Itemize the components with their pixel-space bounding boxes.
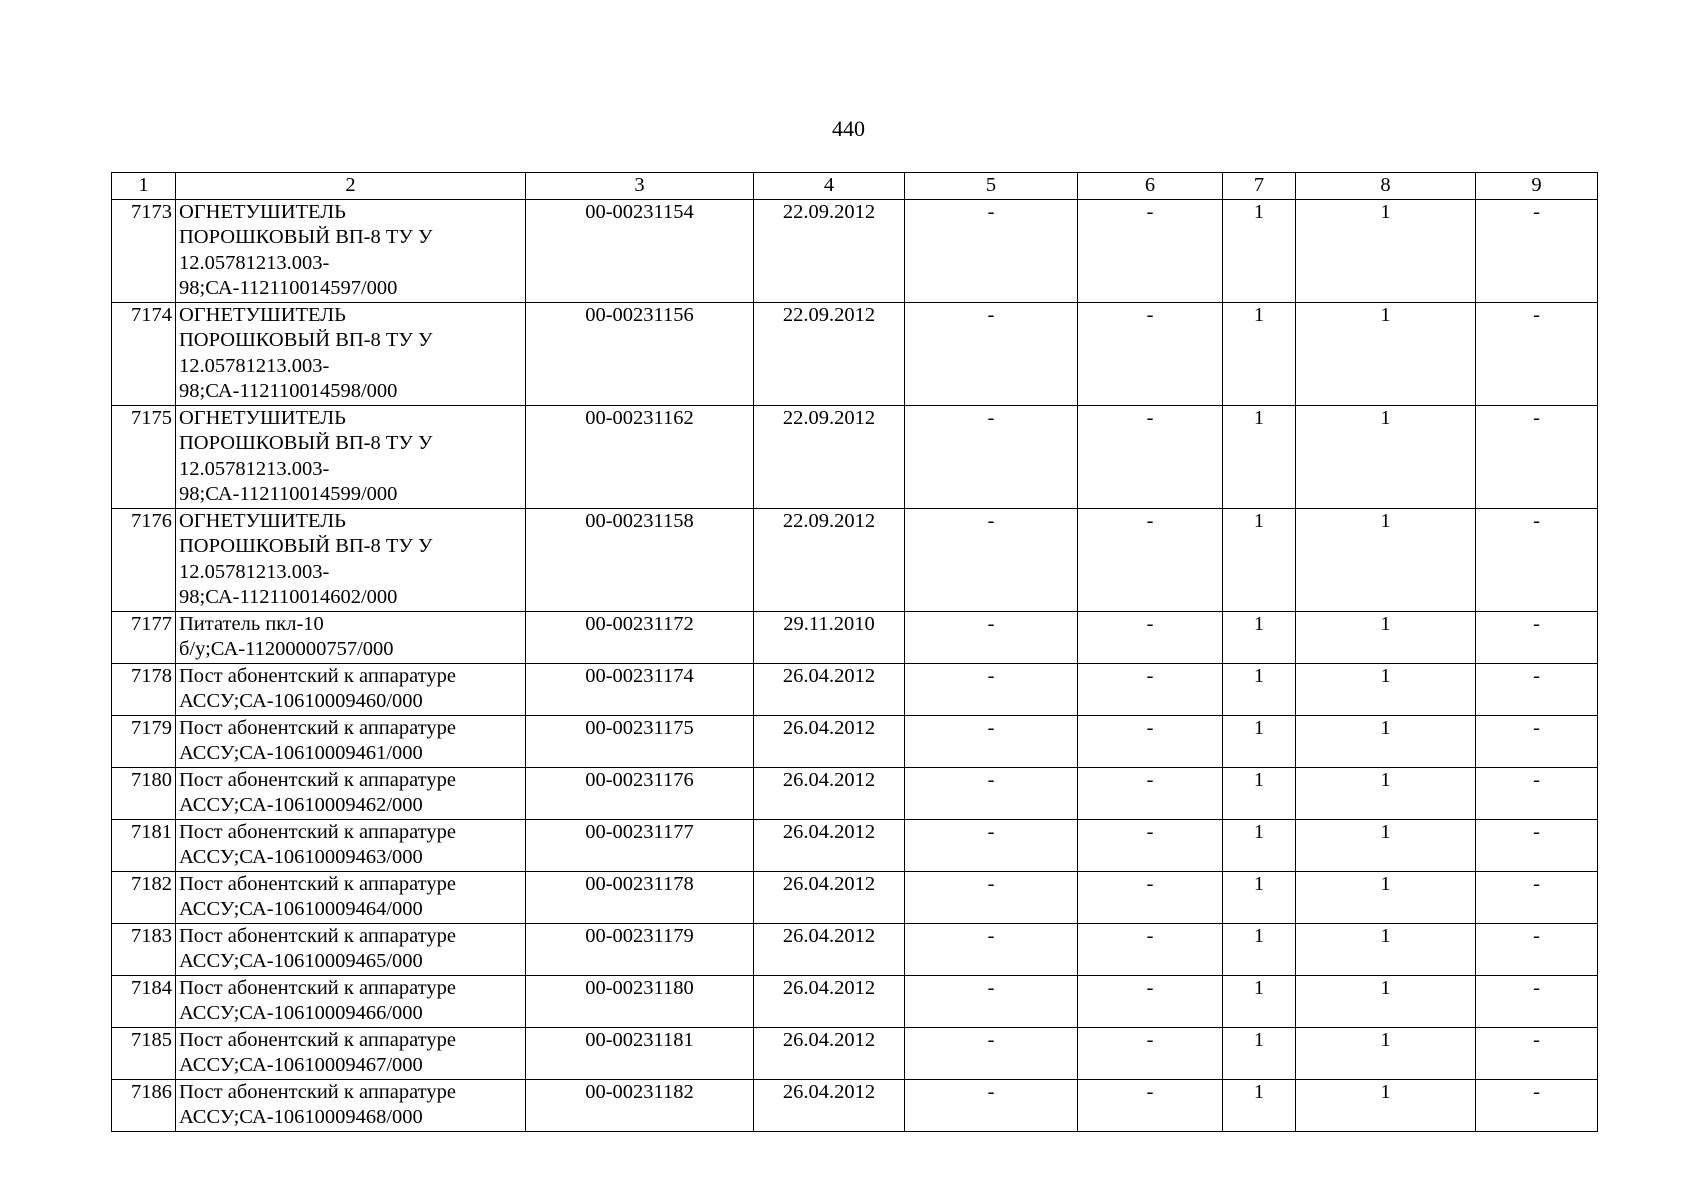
col9-value: - <box>1476 767 1598 819</box>
col6-value: - <box>1078 1079 1223 1131</box>
col9-value: - <box>1476 663 1598 715</box>
col9-value: - <box>1476 819 1598 871</box>
col9-value: - <box>1476 975 1598 1027</box>
row-number: 7186 <box>112 1079 176 1131</box>
col6-value: - <box>1078 405 1223 508</box>
table-row <box>112 508 1598 611</box>
row-number: 7183 <box>112 923 176 975</box>
col7-value: 1 <box>1223 975 1296 1027</box>
col8-value: 1 <box>1296 767 1476 819</box>
row-number: 7185 <box>112 1027 176 1079</box>
item-name: ОГНЕТУШИТЕЛЬ ПОРОШКОВЫЙ ВП-8 ТУ У 12.05781213.003- 98;СА-112110014598/000 <box>176 302 526 405</box>
col7-value: 1 <box>1223 663 1296 715</box>
col5-value: - <box>905 611 1078 663</box>
col8-value: 1 <box>1296 1027 1476 1079</box>
col8-value: 1 <box>1296 923 1476 975</box>
col6-value: - <box>1078 871 1223 923</box>
item-name: Пост абонентский к аппаратуре АССУ;СА-10610009462/000 <box>176 767 526 819</box>
col6-value: - <box>1078 302 1223 405</box>
col5-value: - <box>905 1079 1078 1131</box>
col7-value: 1 <box>1223 871 1296 923</box>
table-row <box>112 871 1598 923</box>
item-name: Пост абонентский к аппаратуре АССУ;СА-10610009460/000 <box>176 663 526 715</box>
date: 26.04.2012 <box>754 819 905 871</box>
col8-value: 1 <box>1296 819 1476 871</box>
col9-value: - <box>1476 302 1598 405</box>
row-number: 7182 <box>112 871 176 923</box>
table-row <box>112 715 1598 767</box>
col8-value: 1 <box>1296 508 1476 611</box>
date: 26.04.2012 <box>754 871 905 923</box>
column-header: 7 <box>1223 173 1296 200</box>
item-name: Пост абонентский к аппаратуре АССУ;СА-10610009463/000 <box>176 819 526 871</box>
header-row <box>112 173 1598 200</box>
col8-value: 1 <box>1296 302 1476 405</box>
date: 22.09.2012 <box>754 405 905 508</box>
col5-value: - <box>905 819 1078 871</box>
page-number: 440 <box>832 116 865 141</box>
item-name: Питатель пкл-10 б/у;СА-11200000757/000 <box>176 611 526 663</box>
col9-value: - <box>1476 611 1598 663</box>
inventory-code: 00-00231156 <box>526 302 754 405</box>
col7-value: 1 <box>1223 1079 1296 1131</box>
col6-value: - <box>1078 508 1223 611</box>
item-name: Пост абонентский к аппаратуре АССУ;СА-10610009464/000 <box>176 871 526 923</box>
col7-value: 1 <box>1223 715 1296 767</box>
table-row <box>112 975 1598 1027</box>
table-row <box>112 302 1598 405</box>
col5-value: - <box>905 923 1078 975</box>
col9-value: - <box>1476 715 1598 767</box>
date: 22.09.2012 <box>754 199 905 302</box>
col7-value: 1 <box>1223 767 1296 819</box>
row-number: 7178 <box>112 663 176 715</box>
inventory-code: 00-00231182 <box>526 1079 754 1131</box>
col8-value: 1 <box>1296 405 1476 508</box>
col9-value: - <box>1476 405 1598 508</box>
col7-value: 1 <box>1223 508 1296 611</box>
column-header: 4 <box>754 173 905 200</box>
date: 26.04.2012 <box>754 663 905 715</box>
table-row <box>112 199 1598 302</box>
date: 26.04.2012 <box>754 975 905 1027</box>
col8-value: 1 <box>1296 975 1476 1027</box>
inventory-code: 00-00231158 <box>526 508 754 611</box>
item-name: ОГНЕТУШИТЕЛЬ ПОРОШКОВЫЙ ВП-8 ТУ У 12.05781213.003- 98;СА-112110014599/000 <box>176 405 526 508</box>
col7-value: 1 <box>1223 923 1296 975</box>
col9-value: - <box>1476 871 1598 923</box>
col9-value: - <box>1476 199 1598 302</box>
col5-value: - <box>905 975 1078 1027</box>
column-header: 6 <box>1078 173 1223 200</box>
table-row <box>112 767 1598 819</box>
col8-value: 1 <box>1296 715 1476 767</box>
row-number: 7179 <box>112 715 176 767</box>
col7-value: 1 <box>1223 302 1296 405</box>
date: 22.09.2012 <box>754 508 905 611</box>
date: 26.04.2012 <box>754 715 905 767</box>
row-number: 7175 <box>112 405 176 508</box>
col9-value: - <box>1476 508 1598 611</box>
col6-value: - <box>1078 767 1223 819</box>
col6-value: - <box>1078 975 1223 1027</box>
col8-value: 1 <box>1296 663 1476 715</box>
col8-value: 1 <box>1296 871 1476 923</box>
row-number: 7176 <box>112 508 176 611</box>
column-header: 5 <box>905 173 1078 200</box>
row-number: 7180 <box>112 767 176 819</box>
col7-value: 1 <box>1223 405 1296 508</box>
col7-value: 1 <box>1223 1027 1296 1079</box>
col6-value: - <box>1078 715 1223 767</box>
table-row <box>112 405 1598 508</box>
table-row <box>112 1027 1598 1079</box>
col9-value: - <box>1476 1027 1598 1079</box>
table-row <box>112 1079 1598 1131</box>
col6-value: - <box>1078 611 1223 663</box>
column-header: 9 <box>1476 173 1598 200</box>
date: 29.11.2010 <box>754 611 905 663</box>
table-row <box>112 611 1598 663</box>
column-header: 8 <box>1296 173 1476 200</box>
inventory-table <box>111 172 1598 1132</box>
item-name: ОГНЕТУШИТЕЛЬ ПОРОШКОВЫЙ ВП-8 ТУ У 12.05781213.003- 98;СА-112110014597/000 <box>176 199 526 302</box>
row-number: 7177 <box>112 611 176 663</box>
col5-value: - <box>905 199 1078 302</box>
col5-value: - <box>905 715 1078 767</box>
col6-value: - <box>1078 819 1223 871</box>
inventory-code: 00-00231176 <box>526 767 754 819</box>
col5-value: - <box>905 767 1078 819</box>
row-number: 7181 <box>112 819 176 871</box>
table-row <box>112 663 1598 715</box>
date: 26.04.2012 <box>754 1027 905 1079</box>
col6-value: - <box>1078 1027 1223 1079</box>
date: 22.09.2012 <box>754 302 905 405</box>
col6-value: - <box>1078 199 1223 302</box>
inventory-code: 00-00231180 <box>526 975 754 1027</box>
item-name: ОГНЕТУШИТЕЛЬ ПОРОШКОВЫЙ ВП-8 ТУ У 12.05781213.003- 98;СА-112110014602/000 <box>176 508 526 611</box>
date: 26.04.2012 <box>754 923 905 975</box>
item-name: Пост абонентский к аппаратуре АССУ;СА-10610009468/000 <box>176 1079 526 1131</box>
col8-value: 1 <box>1296 1079 1476 1131</box>
col5-value: - <box>905 405 1078 508</box>
item-name: Пост абонентский к аппаратуре АССУ;СА-10610009467/000 <box>176 1027 526 1079</box>
col9-value: - <box>1476 923 1598 975</box>
column-header: 1 <box>112 173 176 200</box>
inventory-code: 00-00231178 <box>526 871 754 923</box>
col6-value: - <box>1078 923 1223 975</box>
date: 26.04.2012 <box>754 1079 905 1131</box>
item-name: Пост абонентский к аппаратуре АССУ;СА-10610009466/000 <box>176 975 526 1027</box>
date: 26.04.2012 <box>754 767 905 819</box>
col7-value: 1 <box>1223 819 1296 871</box>
inventory-code: 00-00231154 <box>526 199 754 302</box>
col7-value: 1 <box>1223 199 1296 302</box>
table-row <box>112 923 1598 975</box>
inventory-code: 00-00231175 <box>526 715 754 767</box>
col5-value: - <box>905 508 1078 611</box>
col6-value: - <box>1078 663 1223 715</box>
col8-value: 1 <box>1296 199 1476 302</box>
column-header: 2 <box>176 173 526 200</box>
column-header: 3 <box>526 173 754 200</box>
col5-value: - <box>905 871 1078 923</box>
col8-value: 1 <box>1296 611 1476 663</box>
col5-value: - <box>905 302 1078 405</box>
table-row <box>112 819 1598 871</box>
col7-value: 1 <box>1223 611 1296 663</box>
col9-value: - <box>1476 1079 1598 1131</box>
col5-value: - <box>905 663 1078 715</box>
inventory-code: 00-00231174 <box>526 663 754 715</box>
inventory-code: 00-00231162 <box>526 405 754 508</box>
inventory-code: 00-00231172 <box>526 611 754 663</box>
item-name: Пост абонентский к аппаратуре АССУ;СА-10610009465/000 <box>176 923 526 975</box>
inventory-code: 00-00231177 <box>526 819 754 871</box>
inventory-code: 00-00231181 <box>526 1027 754 1079</box>
row-number: 7174 <box>112 302 176 405</box>
row-number: 7173 <box>112 199 176 302</box>
inventory-code: 00-00231179 <box>526 923 754 975</box>
row-number: 7184 <box>112 975 176 1027</box>
item-name: Пост абонентский к аппаратуре АССУ;СА-10610009461/000 <box>176 715 526 767</box>
table-body <box>112 199 1598 1131</box>
col5-value: - <box>905 1027 1078 1079</box>
